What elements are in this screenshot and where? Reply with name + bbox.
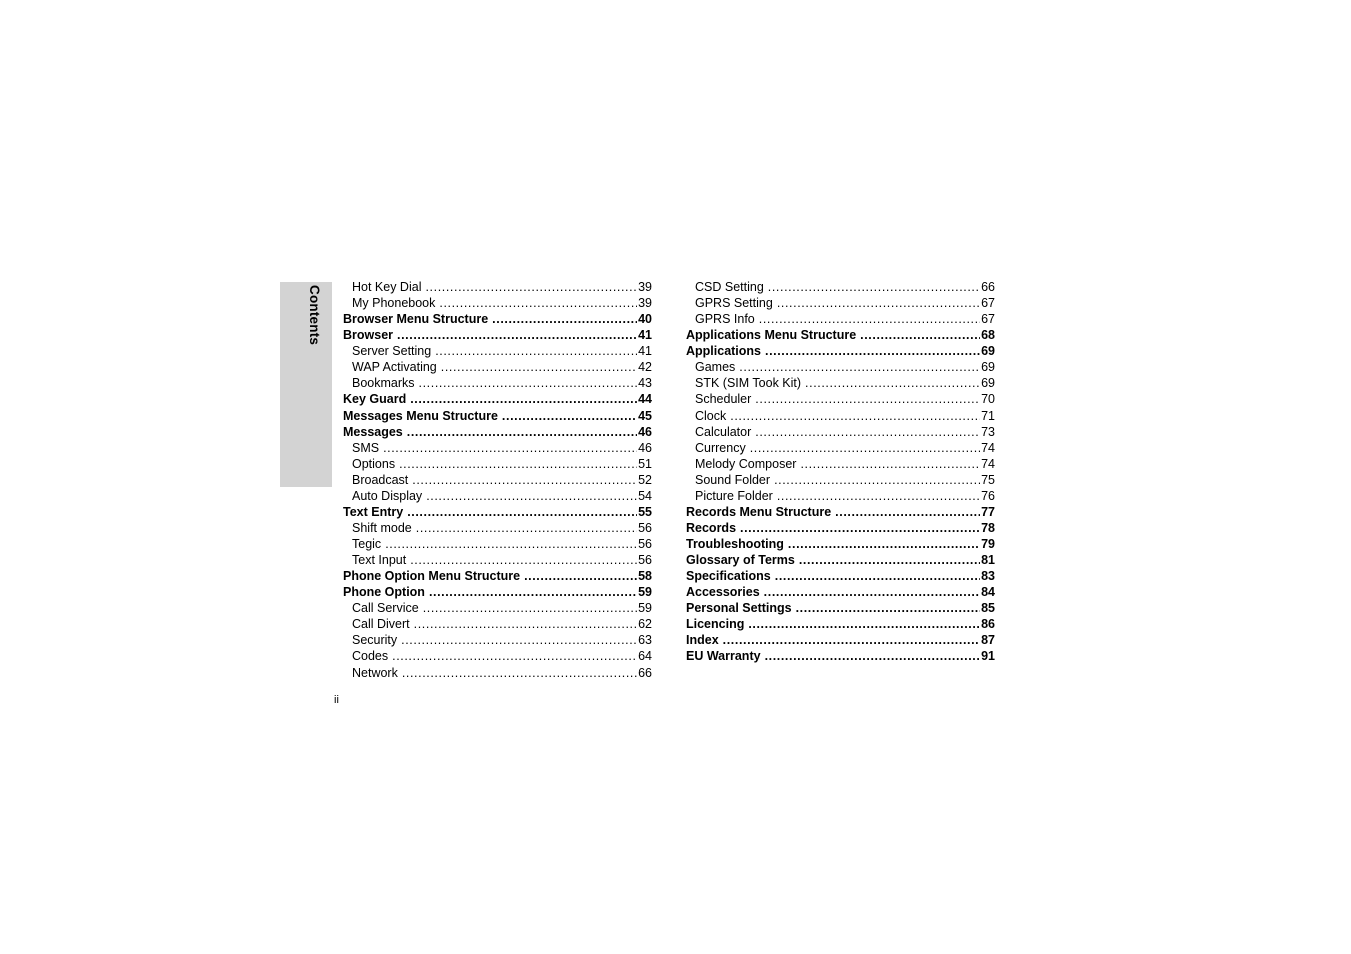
toc-entry-page: 74 <box>981 440 995 455</box>
toc-entry-page: 44 <box>638 392 652 407</box>
toc-entry-title: Phone Option <box>343 585 425 600</box>
toc-entry-title: My Phonebook <box>352 296 436 311</box>
toc-entry-title: Messages Menu Structure <box>343 408 498 423</box>
toc-entry[interactable] <box>686 520 995 536</box>
dot-leader <box>759 311 980 327</box>
dot-leader <box>410 552 637 568</box>
toc-entry-title: SMS <box>352 440 380 455</box>
toc-entry-title: Auto Display <box>352 488 423 503</box>
toc-entry-page: 58 <box>638 569 652 584</box>
toc-entry-page: 74 <box>981 456 995 471</box>
dot-leader <box>435 343 637 359</box>
toc-entry[interactable] <box>686 343 995 359</box>
toc-entry-title: CSD Setting <box>695 280 764 294</box>
toc-entry-title: Licencing <box>686 617 745 632</box>
toc-entry-page: 40 <box>638 312 652 327</box>
toc-entry-title: Broadcast <box>352 472 409 487</box>
toc-entry-page: 69 <box>981 360 995 375</box>
dot-leader <box>429 584 637 600</box>
toc-entry-page: 55 <box>638 504 652 519</box>
toc-entry-title: Phone Option Menu Structure <box>343 569 521 584</box>
toc-entry-page: 41 <box>638 344 652 359</box>
dot-leader <box>796 600 981 616</box>
toc-entry-title: Text Input <box>352 553 407 568</box>
toc-entry-page: 83 <box>981 569 995 584</box>
toc-entry[interactable] <box>686 440 995 456</box>
toc-entry-page: 75 <box>981 472 995 487</box>
toc-entry[interactable] <box>343 375 652 391</box>
toc-left-column <box>343 279 652 681</box>
dot-leader <box>723 632 980 648</box>
toc-entry-page: 56 <box>638 553 652 568</box>
dot-leader <box>419 375 638 391</box>
toc-entry-title: GPRS Setting <box>695 296 773 311</box>
toc-entry-page: 86 <box>981 617 995 632</box>
toc-entry-title: Bookmarks <box>352 376 415 391</box>
toc-entry[interactable] <box>686 568 995 584</box>
toc-entry-page: 81 <box>981 553 995 568</box>
dot-leader <box>412 472 637 488</box>
toc-entry-page: 41 <box>638 328 652 343</box>
dot-leader <box>402 665 637 681</box>
contents-tab-label: Contents <box>307 285 322 346</box>
toc-entry[interactable] <box>343 568 652 584</box>
toc-entry-page: 59 <box>638 601 652 616</box>
toc-entry-title: Glossary of Terms <box>686 553 795 568</box>
toc-entry[interactable] <box>686 295 995 311</box>
toc-entry[interactable] <box>343 279 652 295</box>
toc-entry[interactable] <box>686 616 995 632</box>
dot-leader <box>392 648 637 664</box>
toc-entry-title: Sound Folder <box>695 472 771 487</box>
toc-entry-title: Clock <box>695 408 727 423</box>
toc-entry[interactable] <box>343 552 652 568</box>
toc-entry-page: 69 <box>981 376 995 391</box>
toc-entry-page: 43 <box>638 376 652 391</box>
toc-entry-page: 56 <box>638 520 652 535</box>
toc-entry-title: Troubleshooting <box>686 537 784 551</box>
toc-entry-title: Picture Folder <box>695 488 773 503</box>
dot-leader <box>524 568 637 584</box>
dot-leader <box>777 488 980 504</box>
toc-entry-page: 66 <box>638 665 652 680</box>
toc-entry-page: 77 <box>981 504 995 519</box>
dot-leader <box>788 536 980 552</box>
toc-entry[interactable] <box>343 600 652 616</box>
toc-entry[interactable] <box>343 440 652 456</box>
toc-entry[interactable] <box>343 327 652 343</box>
toc-entry-page: 51 <box>638 456 652 471</box>
toc-entry-title: Accessories <box>686 585 760 600</box>
toc-entry-title: Currency <box>695 440 746 455</box>
toc-entry[interactable] <box>343 584 652 600</box>
toc-entry-title: Messages <box>343 424 403 439</box>
toc-entry-page: 69 <box>981 344 995 359</box>
toc-entry-page: 91 <box>981 649 995 664</box>
toc-entry[interactable] <box>343 504 652 520</box>
toc-entry-title: Melody Composer <box>695 456 797 471</box>
toc-entry-page: 45 <box>638 408 652 423</box>
dot-leader <box>414 616 637 632</box>
toc-entry[interactable] <box>343 424 652 440</box>
dot-leader <box>860 327 980 343</box>
toc-entry[interactable] <box>343 359 652 375</box>
toc-entry-page: 71 <box>981 408 995 423</box>
toc-entry-page: 64 <box>638 649 652 664</box>
dot-leader <box>399 456 637 472</box>
toc-entry[interactable] <box>686 359 995 375</box>
toc-entry[interactable] <box>686 424 995 440</box>
toc-entry-page: 46 <box>638 424 652 439</box>
toc-entry-page: 39 <box>638 296 652 311</box>
toc-entry-page: 52 <box>638 472 652 487</box>
toc-entry[interactable] <box>343 488 652 504</box>
dot-leader <box>730 408 980 424</box>
toc-entry-title: Applications Menu Structure <box>686 328 857 343</box>
dot-leader <box>502 408 637 424</box>
toc-entry-page: 87 <box>981 633 995 648</box>
toc-entry-page: 70 <box>981 392 995 407</box>
toc-entry-page: 73 <box>981 424 995 439</box>
dot-leader <box>425 279 637 295</box>
dot-leader <box>775 568 980 584</box>
toc-entry-title: Network <box>352 665 398 680</box>
dot-leader <box>740 520 980 536</box>
toc-entry[interactable] <box>686 311 995 327</box>
toc-entry-title: Games <box>695 360 736 375</box>
toc-entry[interactable] <box>686 391 995 407</box>
dot-leader <box>799 552 980 568</box>
toc-entry-page: 67 <box>981 296 995 311</box>
toc-entry-title: Options <box>352 456 396 471</box>
toc-entry[interactable] <box>343 520 652 536</box>
toc-entry-title: Browser <box>343 328 394 343</box>
toc-entry-title: Index <box>686 633 719 648</box>
toc-entry-page: 63 <box>638 633 652 648</box>
contents-side-tab <box>280 282 332 487</box>
toc-entry-page: 39 <box>638 280 652 294</box>
toc-entry-title: Call Divert <box>352 617 410 632</box>
toc-entry[interactable] <box>343 472 652 488</box>
toc-entry-title: Records <box>686 520 737 535</box>
toc-entry-title: Personal Settings <box>686 601 792 616</box>
toc-entry-page: 66 <box>981 280 995 294</box>
toc-entry[interactable] <box>686 584 995 600</box>
dot-leader <box>401 632 637 648</box>
toc-entry-title: Applications <box>686 344 762 359</box>
toc-entry[interactable] <box>686 408 995 424</box>
toc-entry[interactable] <box>343 632 652 648</box>
dot-leader <box>423 600 637 616</box>
toc-entry-page: 46 <box>638 440 652 455</box>
dot-leader <box>774 472 980 488</box>
toc-entry-page: 76 <box>981 488 995 503</box>
dot-leader <box>739 359 980 375</box>
dot-leader <box>383 440 637 456</box>
toc-entry[interactable] <box>686 472 995 488</box>
dot-leader <box>492 311 637 327</box>
toc-entry-page: 79 <box>981 537 995 551</box>
dot-leader <box>765 648 981 664</box>
toc-entry-title: Hot Key Dial <box>352 280 422 294</box>
toc-entry-page: 68 <box>981 328 995 343</box>
dot-leader <box>441 359 637 375</box>
toc-entry-title: WAP Activating <box>352 360 437 375</box>
toc-entry-title: Records Menu Structure <box>686 504 832 519</box>
toc-entry[interactable] <box>686 504 995 520</box>
toc-entry-page: 85 <box>981 601 995 616</box>
dot-leader <box>750 440 980 456</box>
dot-leader <box>426 488 637 504</box>
toc-entry-title: Calculator <box>695 424 752 439</box>
toc-entry[interactable] <box>343 391 652 407</box>
dot-leader <box>805 375 980 391</box>
toc-entry-page: 67 <box>981 312 995 327</box>
dot-leader <box>835 504 980 520</box>
dot-leader <box>439 295 637 311</box>
dot-leader <box>407 424 637 440</box>
toc-entry-title: GPRS Info <box>695 312 755 327</box>
toc-entry[interactable] <box>343 648 652 664</box>
dot-leader <box>755 424 980 440</box>
toc-entry-page: 56 <box>638 537 652 551</box>
dot-leader <box>768 279 980 295</box>
toc-entry[interactable] <box>343 311 652 327</box>
toc-entry[interactable] <box>343 343 652 359</box>
toc-entry[interactable] <box>686 279 995 295</box>
toc-entry[interactable] <box>343 665 652 681</box>
toc-entry[interactable] <box>686 648 995 664</box>
page-number: ii <box>334 694 339 706</box>
toc-entry-title: Text Entry <box>343 504 404 519</box>
dot-leader <box>755 391 980 407</box>
toc-entry[interactable] <box>343 456 652 472</box>
toc-entry-title: Scheduler <box>695 392 752 407</box>
toc-entry-title: STK (SIM Took Kit) <box>695 376 802 391</box>
dot-leader <box>397 327 637 343</box>
dot-leader <box>777 295 980 311</box>
toc-entry[interactable] <box>686 536 995 552</box>
toc-entry[interactable] <box>686 375 995 391</box>
toc-entry[interactable] <box>343 616 652 632</box>
toc-entry[interactable] <box>686 327 995 343</box>
dot-leader <box>748 616 980 632</box>
toc-entry-title: EU Warranty <box>686 649 761 664</box>
toc-right-column <box>686 279 995 665</box>
toc-entry[interactable] <box>343 408 652 424</box>
toc-entry-page: 78 <box>981 520 995 535</box>
toc-entry-page: 42 <box>638 360 652 375</box>
toc-entry-title: Shift mode <box>352 520 412 535</box>
toc-entry-title: Tegic <box>352 537 382 551</box>
dot-leader <box>764 584 980 600</box>
toc-entry[interactable] <box>686 632 995 648</box>
toc-entry-page: 59 <box>638 585 652 600</box>
toc-entry-page: 62 <box>638 617 652 632</box>
toc-entry[interactable] <box>686 488 995 504</box>
toc-entry-title: Call Service <box>352 601 419 616</box>
dot-leader <box>800 456 980 472</box>
toc-entry-title: Server Setting <box>352 344 432 359</box>
toc-entry-page: 84 <box>981 585 995 600</box>
toc-entry[interactable] <box>686 600 995 616</box>
dot-leader <box>385 536 637 552</box>
toc-entry-title: Codes <box>352 649 389 664</box>
toc-entry[interactable] <box>343 295 652 311</box>
toc-entry-title: Specifications <box>686 569 771 584</box>
toc-entry-title: Browser Menu Structure <box>343 312 489 327</box>
toc-entry[interactable] <box>686 456 995 472</box>
toc-entry[interactable] <box>686 552 995 568</box>
dot-leader <box>765 343 980 359</box>
dot-leader <box>410 391 637 407</box>
toc-entry-page: 54 <box>638 488 652 503</box>
toc-entry-title: Security <box>352 633 398 648</box>
dot-leader <box>416 520 637 536</box>
toc-entry[interactable] <box>343 536 652 552</box>
toc-entry-title: Key Guard <box>343 392 407 407</box>
dot-leader <box>407 504 637 520</box>
